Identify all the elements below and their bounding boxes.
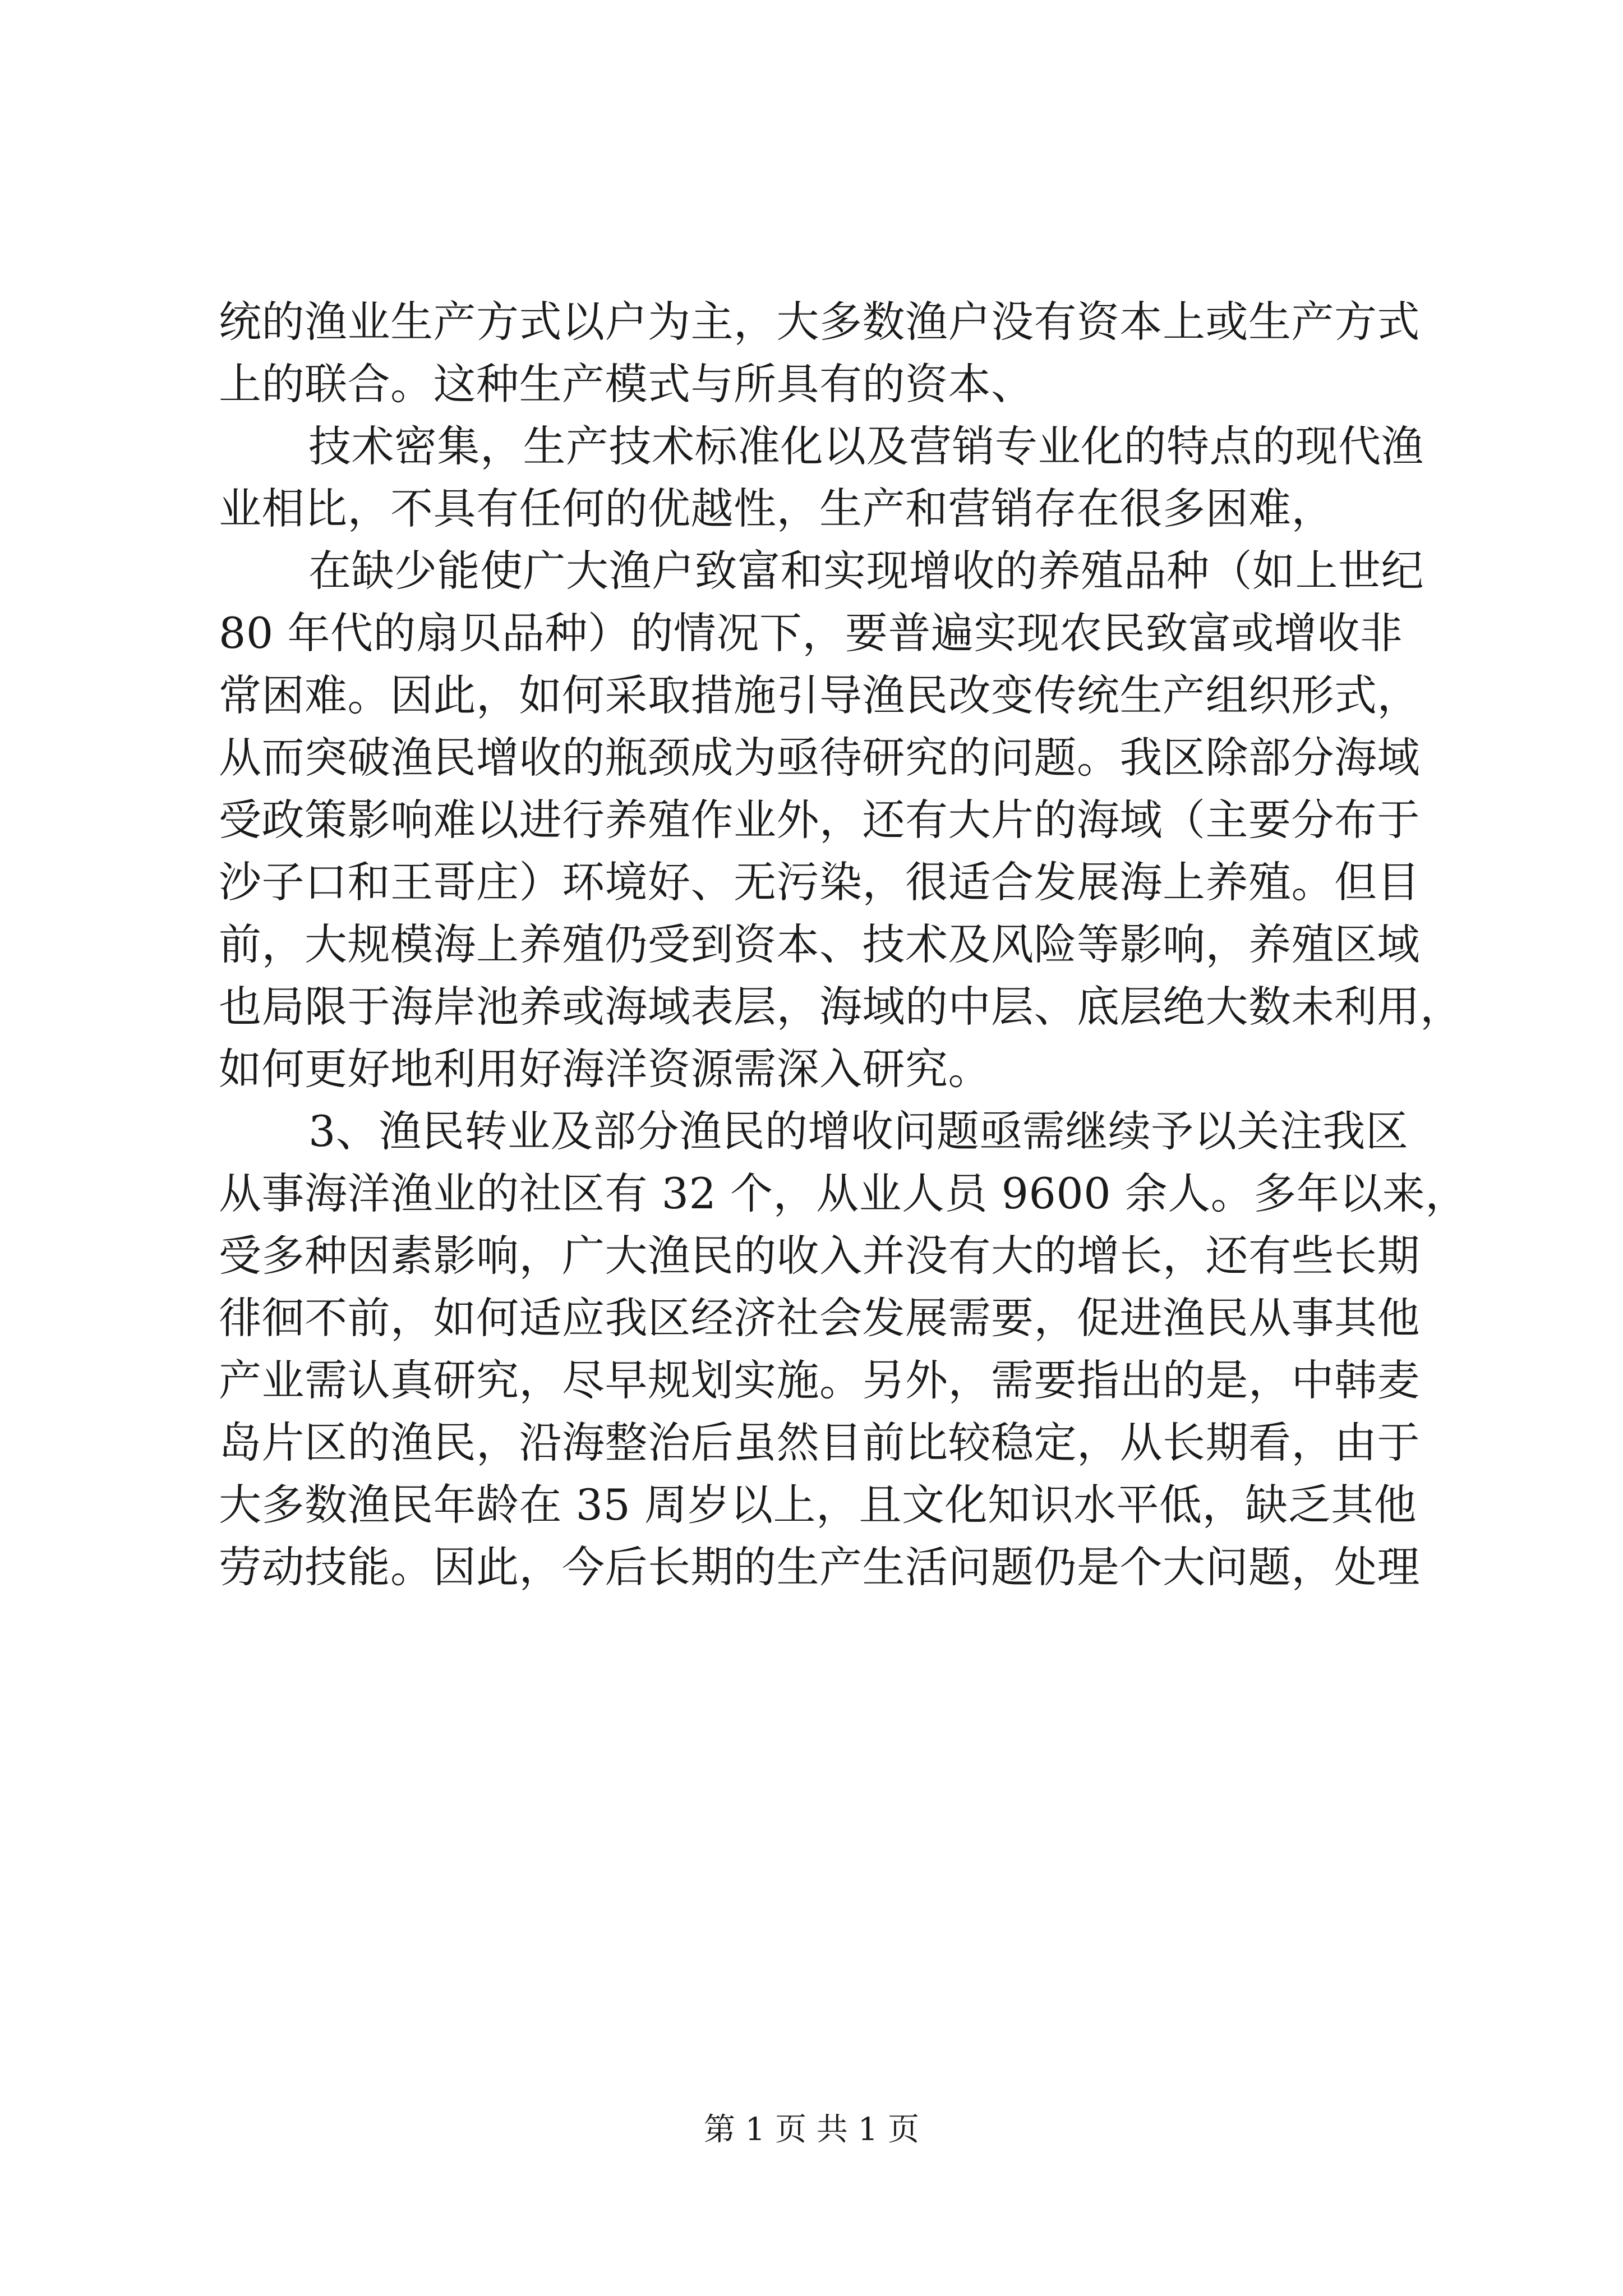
text-line: 徘徊不前，如何适应我区经济社会发展需要，促进渔民从事其他 (219, 1293, 1420, 1343)
text-line: 岛片区的渔民，沿海整治后虽然目前比较稳定，从长期看，由于 (219, 1418, 1420, 1467)
page-footer: 第 1 页 共 1 页 (703, 2111, 920, 2148)
text-line: 劳动技能。因此，今后长期的生产生活问题仍是个大问题，处理 (219, 1542, 1420, 1592)
text-line: 前，大规模海上养殖仍受到资本、技术及风险等影响，养殖区域 (219, 919, 1420, 969)
text-line: 常困难。因此，如何采取措施引导渔民改变传统生产组织形式， (219, 670, 1420, 720)
body-text (219, 291, 1468, 1598)
text-line: 受政策影响难以进行养殖作业外，还有大片的海域（主要分布于 (219, 795, 1420, 845)
text-line: 上的联合。这种生产模式与所具有的资本、 (219, 359, 1034, 409)
text-line: 也局限于海岸池养或海域表层，海域的中层、底层绝大数未利用， (219, 982, 1463, 1032)
text-line: 产业需认真研究，尽早规划实施。另外，需要指出的是，中韩麦 (219, 1355, 1420, 1405)
text-line: 如何更好地利用好海洋资源需深入研究。 (219, 1044, 991, 1094)
text-line: 沙子口和王哥庄）环境好、无污染，很适合发展海上养殖。但目 (219, 857, 1420, 907)
text-line: 业相比，不具有任何的优越性，生产和营销存在很多困难， (219, 484, 1334, 533)
text-line: 从而突破渔民增收的瓶颈成为亟待研究的问题。我区除部分海域 (219, 733, 1420, 783)
text-line: 统的渔业生产方式以户为主，大多数渔户没有资本上或生产方式 (219, 297, 1420, 347)
text-line: 大多数渔民年龄在 35 周岁以上，且文化知识水平低，缺乏其他 (219, 1480, 1417, 1530)
text-line: 从事海洋渔业的社区有 32 个，从业人员 9600 余人。多年以来， (219, 1168, 1468, 1218)
paragraph-first-line: 3、渔民转业及部分渔民的增收问题亟需继续予以关注我区 (308, 1106, 1409, 1156)
paragraph-first-line: 技术密集，生产技术标准化以及营销专业化的特点的现代渔 (308, 421, 1424, 471)
paragraph-first-line: 在缺少能使广大渔户致富和实现增收的养殖品种（如上世纪 (308, 546, 1424, 596)
text-line: 80 年代的扇贝品种）的情况下，要普遍实现农民致富或增收非 (219, 608, 1403, 658)
text-line: 受多种因素影响，广大渔民的收入并没有大的增长，还有些长期 (219, 1231, 1420, 1281)
